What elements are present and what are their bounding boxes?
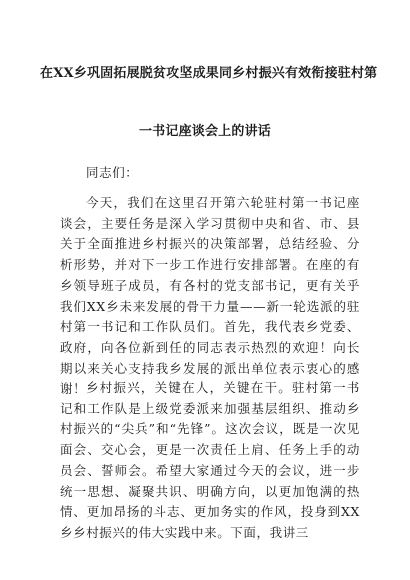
document-title-line-2: 一书记座谈会上的讲话	[138, 124, 271, 139]
document-title-line-1: 在XX乡巩固拓展脱贫攻坚成果同乡村振兴有效衔接驻村第	[40, 66, 378, 81]
salutation: 同志们：	[86, 165, 139, 180]
paragraph-rural-revitalization: 乡村振兴，关键在人，关键在干。驻村第一书记和工作队是上级党委派来加强基层组织、推动乡村振兴的“尖兵”和“先锋”。这次会议，既是一次见面会、交心会，更是一次责任上肩、任务上手的动员会、誓师会。希望大家通过今天的会议，进一步统一思想、凝聚共识、明确方向，以更加饱满的热情、更加昂扬的斗志、更加务实的作风，投身到XX乡乡村振兴的伟大实践中来。下面，我讲三	[60, 380, 360, 540]
paragraph-opening: 今天，我们在这里召开第六轮驻村第一书记座谈会，主要任务是深入学习贯彻中央和省、市、县关于全面推进乡村振兴的决策部署，总结经验、分析形势，并对下一步工作进行安排部署。在座的有乡领导班子成员，有各村的党支部书记，更有关乎我们XX乡未来发展的骨干力量——新一轮选派的驻村第一书记和工作队员们。首先，我代表乡党委、政府，向各位新到任的同志表示热烈的欢迎！向长期以来关心支持我乡发展的派出单位表示衷心的感谢！	[60, 195, 360, 397]
